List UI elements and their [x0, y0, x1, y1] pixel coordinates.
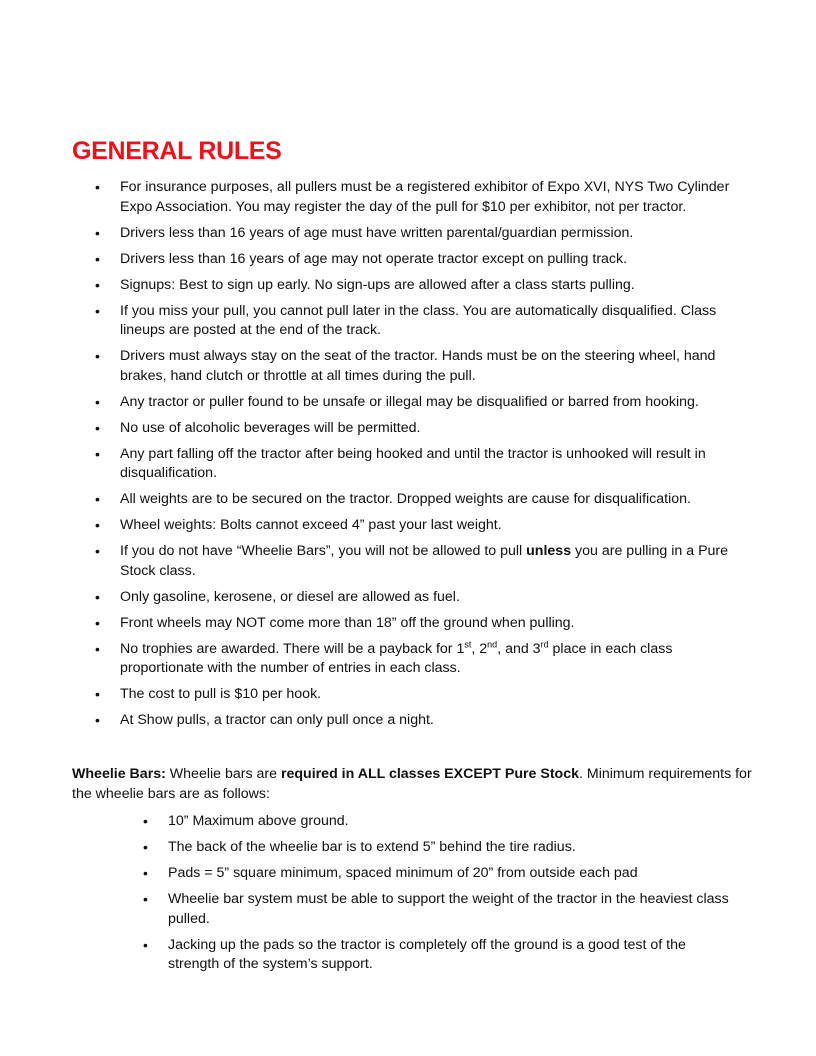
rule-item: • Only gasoline, kerosene, or diesel are allowed as fuel.	[72, 588, 752, 608]
requirement-item: • Wheelie bar system must be able to support the weight of the tractor in the heaviest class pulled.	[120, 890, 740, 929]
rule-item: • At Show pulls, a tractor can only pull once a night.	[72, 711, 752, 731]
requirement-item: • Pads = 5” square minimum, spaced minimum of 20” from outside each pad	[120, 864, 740, 884]
rule-item: • Any part falling off the tractor after being hooked and until the tractor is unhooked will result in disqualification.	[72, 445, 752, 484]
rule-item: • Drivers less than 16 years of age may not operate tractor except on pulling track.	[72, 250, 752, 270]
rule-item: • Any tractor or puller found to be unsafe or illegal may be disqualified or barred from hooking.	[72, 393, 752, 413]
rule-item: • If you miss your pull, you cannot pull later in the class. You are automatically disqualified. Class lineups are posted at the end of the track.	[72, 302, 752, 341]
wheelie-bars-text: Wheelie bars are	[165, 766, 281, 782]
rule-item: • For insurance purposes, all pullers must be a registered exhibitor of Expo XVI, NYS Two Cylinder Expo Association. You may register the day of the pull for $10 per exhibitor, not per tractor.	[72, 178, 752, 217]
wheelie-bars-label: Wheelie Bars:	[72, 766, 166, 782]
rule-item-wheelie-bars	[72, 542, 752, 581]
wheelie-bars-paragraph	[72, 765, 752, 804]
wheelie-bars-requirements-list	[120, 812, 740, 981]
rule-emphasis: unless	[526, 543, 572, 559]
rule-item: • Drivers must always stay on the seat of the tractor. Hands must be on the steering wheel, hand brakes, hand clutch or throttle at all times during the pull.	[72, 347, 752, 386]
ordinal-suffix: nd	[487, 638, 498, 649]
requirement-item: • Jacking up the pads so the tractor is completely off the ground is a good test of the strength of the system’s support.	[120, 936, 740, 975]
requirement-item: • The back of the wheelie bar is to extend 5” behind the tire radius.	[120, 838, 740, 858]
rule-text: you are pulling in a Pure Stock class.	[120, 543, 729, 579]
rule-item: • All weights are to be secured on the tractor. Dropped weights are cause for disqualification.	[72, 490, 752, 510]
rule-item: • Wheel weights: Bolts cannot exceed 4” past your last weight.	[72, 516, 752, 536]
ordinal-suffix: rd	[540, 638, 549, 649]
rule-text: place in each class proportionate with the number of entries in each class.	[120, 640, 673, 676]
rule-item: • No use of alcoholic beverages will be permitted.	[72, 419, 752, 439]
requirement-item: • 10” Maximum above ground.	[120, 812, 740, 832]
rule-item: • Drivers less than 16 years of age must have written parental/guardian permission.	[72, 224, 752, 244]
ordinal-suffix: st	[464, 638, 472, 649]
rule-item: • The cost to pull is $10 per hook.	[72, 685, 752, 705]
wheelie-bars-text: . Minimum requirements for the wheelie bars are as follows:	[72, 766, 752, 802]
rule-text: , and 3	[497, 640, 541, 657]
rule-item: • Signups: Best to sign up early. No sign-ups are allowed after a class starts pulling.	[72, 276, 752, 296]
rule-text: , 2	[471, 640, 488, 657]
rule-item-payback	[72, 640, 752, 679]
rule-text: If you do not have “Wheelie Bars”, you will not be allowed to pull	[120, 543, 527, 559]
rule-item: • Front wheels may NOT come more than 18” off the ground when pulling.	[72, 614, 752, 634]
general-rules-list	[72, 178, 752, 737]
page-title: GENERAL RULES	[72, 137, 282, 165]
wheelie-bars-emphasis: required in ALL classes EXCEPT Pure Stock	[280, 766, 580, 782]
rule-text: No trophies are awarded. There will be a payback for 1	[120, 640, 465, 657]
